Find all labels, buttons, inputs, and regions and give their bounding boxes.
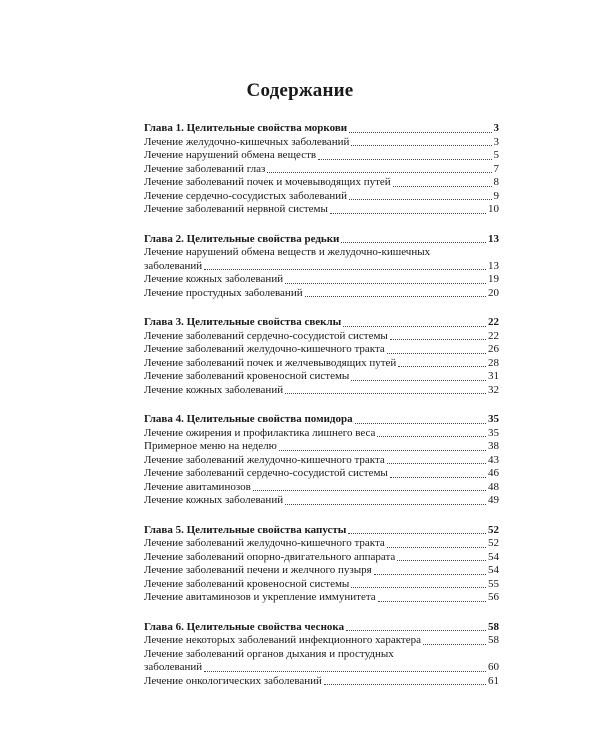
toc-entry [144,136,499,150]
toc-entry [144,190,499,204]
toc-chapter-heading [144,122,499,136]
toc-entry [144,634,499,648]
toc-dot-leader [341,242,486,243]
toc-page-number: 5 [493,149,499,161]
toc-dot-leader [285,504,486,505]
toc-dot-leader [349,132,491,133]
toc-chapter-heading [144,413,499,427]
toc-page-number: 48 [488,480,499,493]
toc-entry-label: Лечение нарушений обмена веществ [144,149,317,161]
toc-page-number: 43 [488,453,499,466]
toc-dot-leader [398,366,486,367]
toc-chapter-heading [144,524,499,538]
toc-dot-leader [397,560,486,561]
toc-entry-label: Лечение заболеваний печени и желчного пузыря [144,564,372,576]
toc-dot-leader [374,574,486,575]
toc-dot-leader [318,159,491,160]
toc-page-number: 13 [488,259,499,272]
toc-chapter-5 [144,524,499,605]
toc-entry-label: Лечение кожных заболеваний [144,494,284,506]
toc-entry [144,427,499,441]
page-title: Содержание [246,80,354,101]
toc-dot-leader [279,450,486,451]
toc-entry-label: Лечение заболеваний сердечно-сосудистой системы [144,329,388,342]
toc-entry [144,440,499,454]
toc-page-number: 61 [488,674,499,687]
toc-page-number: 58 [488,620,499,633]
toc-dot-leader [253,490,486,491]
toc-entry [144,661,499,675]
toc-dot-leader [390,477,486,478]
toc-entry-label: Лечение заболеваний почек и мочевыводящих путей [144,176,391,188]
toc-page-number: 8 [493,176,499,188]
toc-entry-label: Лечение заболеваний почек и желчевыводящих путей [144,356,397,369]
toc-chapter-title: Глава 2. Целительные свойства редьки [144,232,340,245]
toc-page-number: 54 [488,550,499,563]
toc-chapter-6 [144,621,499,689]
toc-dot-leader [387,353,486,354]
toc-chapter-2 [144,233,499,301]
toc-entry [144,675,499,689]
toc-page-number: 20 [488,286,499,299]
toc-entry [144,260,499,274]
toc-entry [144,370,499,384]
toc-page-number: 38 [488,440,499,452]
toc-dot-leader [349,199,491,200]
toc-page-number: 52 [488,523,499,536]
toc-page-number: 26 [488,343,499,355]
toc-dot-leader [378,601,486,602]
toc-entry-label: заболеваний [144,661,203,673]
toc-chapter-title: Глава 4. Целительные свойства помидора [144,413,353,425]
toc-page-number: 46 [488,467,499,479]
toc-entry-label: Лечение авитаминозов и укрепление иммунитета [144,591,376,603]
toc-entry-label: Лечение желудочно-кишечных заболеваний [144,135,350,148]
toc-entry-label: Лечение некоторых заболеваний инфекционного характера [144,634,421,646]
toc-entry-label: Лечение ожирения и профилактика лишнего веса [144,426,376,439]
toc-dot-leader [351,380,486,381]
toc-page-number: 3 [493,122,499,134]
toc-page-number: 58 [488,634,499,646]
toc-entry-label: Лечение заболеваний опорно-двигательного аппарата [144,550,396,563]
toc-entry-label: Лечение заболеваний сердечно-сосудистой системы [144,467,388,479]
toc-dot-leader [330,213,486,214]
toc-entry [144,551,499,565]
toc-page-number: 52 [488,537,499,549]
toc-entry-label: Лечение заболеваний желудочно-кишечного тракта [144,453,385,466]
toc-dot-leader [305,296,486,297]
toc-chapter-1 [144,122,499,217]
toc-page-number: 32 [488,383,499,396]
toc-entry-label: Примерное меню на неделю [144,440,277,452]
toc-dot-leader [267,172,491,173]
toc-entry [144,203,499,217]
toc-chapter-title: Глава 5. Целительные свойства капусты [144,523,347,536]
toc-page-number: 35 [488,413,499,425]
toc-dot-leader [346,630,486,631]
toc-chapter-heading [144,621,499,635]
toc-entry [144,454,499,468]
toc-entry-label: Лечение заболеваний кровеносной системы [144,370,350,382]
toc-chapter-title: Глава 6. Целительные свойства чеснока [144,620,345,633]
toc-chapter-heading [144,233,499,247]
toc-page-number: 31 [488,370,499,382]
toc-dot-leader [390,339,486,340]
toc-dot-leader [285,283,486,284]
toc-chapter-3 [144,316,499,397]
toc-dot-leader [285,393,486,394]
toc-entry-label: Лечение сердечно-сосудистых заболеваний [144,189,348,202]
toc-entry-label: Лечение кожных заболеваний [144,383,284,396]
toc-dot-leader [355,423,486,424]
toc-dot-leader [393,186,492,187]
toc-entry [144,564,499,578]
toc-entry [144,357,499,371]
toc-page-number: 49 [488,494,499,506]
toc-entry [144,343,499,357]
toc-entry-label: Лечение простудных заболеваний [144,286,303,299]
toc-page-number: 35 [488,426,499,439]
toc-entry [144,494,499,508]
table-of-contents [144,122,499,704]
toc-page-number: 13 [488,232,499,245]
toc-dot-leader [351,145,491,146]
toc-page-number: 28 [488,356,499,369]
toc-entry-label: Лечение заболеваний кровеносной системы [144,577,350,590]
toc-dot-leader [387,463,486,464]
toc-entry [144,578,499,592]
toc-page-number: 55 [488,577,499,590]
toc-entry [144,273,499,287]
toc-chapter-heading [144,316,499,330]
toc-entry [144,467,499,481]
toc-entry [144,149,499,163]
toc-entry-label: Лечение кожных заболеваний [144,273,284,285]
toc-dot-leader [348,533,486,534]
toc-entry [144,591,499,605]
toc-page-number: 19 [488,273,499,285]
toc-dot-leader [343,326,486,327]
toc-dot-leader [423,644,486,645]
toc-entry-label: заболеваний [144,259,203,272]
toc-page-number: 10 [488,203,499,215]
toc-entry [144,537,499,551]
toc-chapter-title: Глава 1. Целительные свойства моркови [144,122,348,134]
toc-dot-leader [324,684,486,685]
toc-entry [144,163,499,177]
toc-chapter-title: Глава 3. Целительные свойства свеклы [144,316,342,328]
toc-entry [144,330,499,344]
toc-entry [144,384,499,398]
toc-entry [144,481,499,495]
toc-entry [144,176,499,190]
toc-dot-leader [204,269,486,270]
toc-dot-leader [377,436,486,437]
toc-page-number: 7 [493,162,499,175]
toc-entry [144,287,499,301]
toc-entry-label: Лечение заболеваний желудочно-кишечного тракта [144,343,385,355]
toc-dot-leader [204,671,486,672]
toc-entry-label: Лечение заболеваний нервной системы [144,203,328,215]
toc-page-number: 60 [488,661,499,673]
toc-chapter-4 [144,413,499,508]
toc-dot-leader [387,547,486,548]
toc-entry-label: Лечение онкологических заболеваний [144,674,322,687]
toc-entry-line: Лечение заболеваний органов дыхания и простудных [144,647,394,660]
toc-page-number: 3 [493,135,499,148]
toc-page-number: 54 [488,564,499,576]
toc-page-number: 9 [493,189,499,202]
toc-page-number: 56 [488,591,499,603]
toc-page-number: 22 [488,316,499,328]
toc-entry-label: Лечение авитаминозов [144,480,251,493]
toc-entry-line: Лечение нарушений обмена веществ и желудочно-кишечных [144,246,431,258]
toc-entry-label: Лечение заболеваний желудочно-кишечного тракта [144,537,385,549]
toc-entry-label: Лечение заболеваний глаз [144,162,266,175]
toc-page-number: 22 [488,329,499,342]
toc-dot-leader [351,587,486,588]
